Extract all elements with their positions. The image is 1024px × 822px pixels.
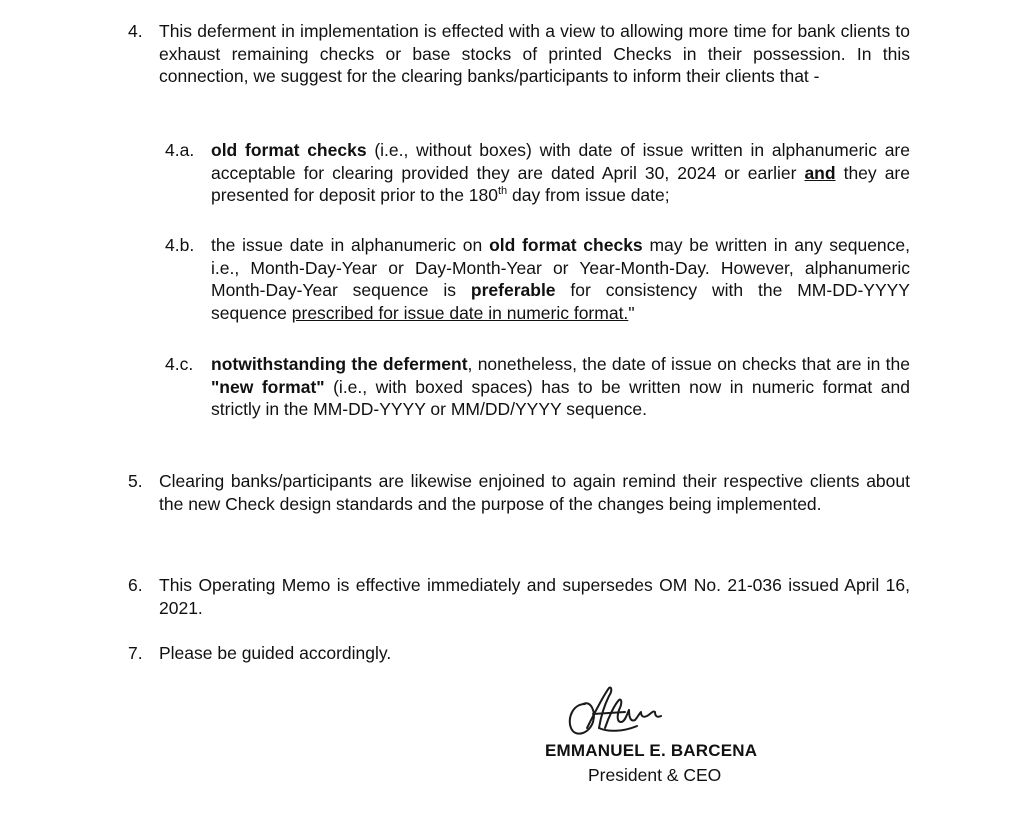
text-run: (i.e., without boxes) with date of issue written in alphanumeric are acceptable for clearing provided they are dated April 30, 2024 or earlier bbox=[211, 140, 910, 183]
signatory-title: President & CEO bbox=[588, 765, 722, 785]
bold-term: preferable bbox=[470, 280, 556, 300]
paragraph-text: Clearing banks/participants are likewise enjoined to again remind their respective clients about the new Check design standards and the purpose of the changes being implemented. bbox=[159, 471, 910, 514]
text-run: , nonetheless, the date of issue on checks that are in the bbox=[467, 354, 910, 374]
subparagraph-text bbox=[211, 353, 910, 421]
paragraph-text: This deferment in implementation is effected with a view to allowing more time for bank clients to exhaust remaining checks or base stocks of printed Checks in their possession. In this connection, we suggest for the clearing banks/participants to inform their clients that - bbox=[159, 21, 910, 86]
bold-term: notwithstanding the deferment bbox=[211, 354, 468, 374]
text-run: may be written in any sequence, i.e., Month-Day-Year or Day-Month-Year or Year-Month-Day. However, alphanumeric Month-Day-Year sequence is bbox=[211, 235, 910, 300]
emphasis-and: and bbox=[804, 162, 836, 183]
underlined-text: prescribed for issue date in numeric format. bbox=[291, 302, 629, 323]
signature-block bbox=[545, 682, 805, 792]
paragraph-number: 5. bbox=[128, 471, 143, 491]
paragraph-text: This Operating Memo is effective immediately and supersedes OM No. 21-036 issued April 16, 2021. bbox=[159, 575, 910, 618]
superscript: th bbox=[498, 185, 508, 198]
bold-term: old format checks bbox=[211, 140, 367, 160]
text-run: (i.e., with boxed spaces) has to be written now in numeric format and strictly in the MM-DD-YYYY or MM/DD/YYYY sequence. bbox=[211, 376, 910, 419]
text-run: the issue date in alphanumeric on bbox=[211, 235, 490, 255]
paragraph-text: Please be guided accordingly. bbox=[159, 643, 392, 663]
bold-term: "new format" bbox=[211, 376, 325, 397]
bold-term: old format checks bbox=[489, 235, 643, 255]
subparagraph-text bbox=[211, 139, 910, 207]
subparagraph-text bbox=[211, 234, 910, 324]
paragraph-number: 4. bbox=[128, 21, 143, 41]
paragraph-number: 6. bbox=[128, 575, 143, 595]
text-run: for consistency with the MM-DD-YYYY sequence bbox=[211, 280, 910, 323]
text-run: " bbox=[628, 302, 635, 323]
handwritten-signature bbox=[563, 682, 683, 744]
text-run: they are presented for deposit prior to the 180 bbox=[211, 162, 910, 205]
subparagraph-number: 4.a. bbox=[165, 140, 195, 160]
paragraph-number: 7. bbox=[128, 643, 143, 663]
text-run: day from issue date; bbox=[507, 185, 670, 205]
subparagraph-number: 4.c. bbox=[165, 354, 194, 374]
subparagraph-number: 4.b. bbox=[165, 235, 195, 255]
signatory-name: EMMANUEL E. BARCENA bbox=[545, 741, 758, 760]
